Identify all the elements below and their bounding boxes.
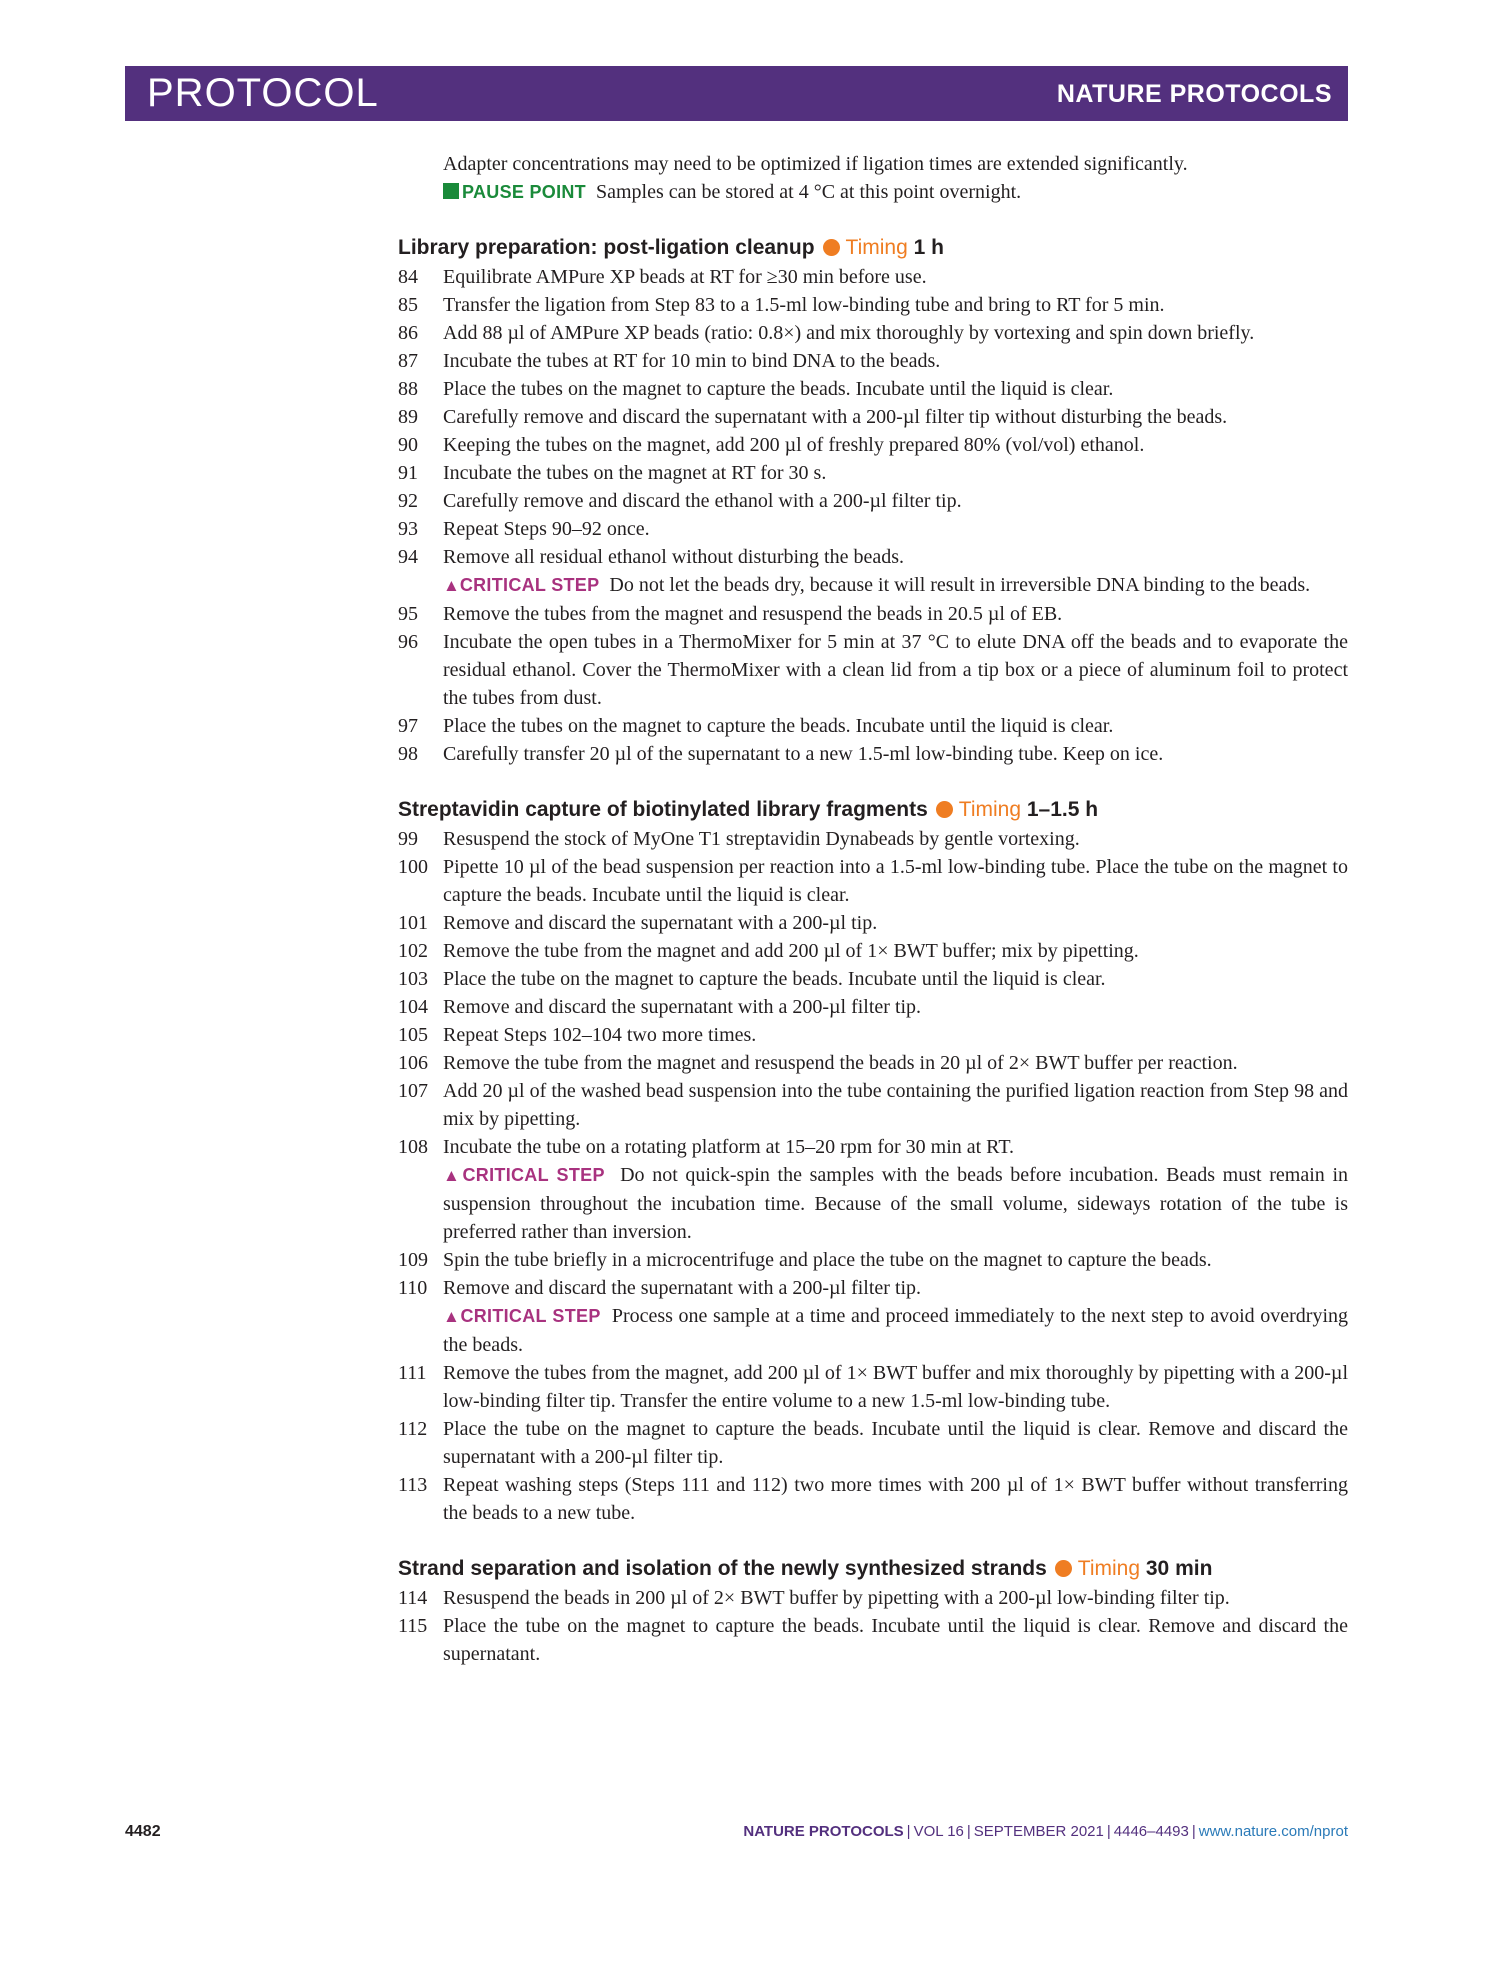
step-text: Place the tube on the magnet to capture the beads. Incubate until the liquid is clear. Remove and discard the supernatant.	[443, 1615, 1348, 1665]
pause-point-text: Samples can be stored at 4 °C at this point overnight.	[595, 181, 1022, 203]
protocol-step	[398, 403, 1348, 431]
protocol-step	[398, 1415, 1348, 1471]
timing-value: 30 min	[1145, 1557, 1213, 1580]
step-text: Repeat Steps 90–92 once.	[443, 518, 650, 540]
protocol-step	[398, 1021, 1348, 1049]
step-number: 102	[398, 940, 428, 962]
footer-date: SEPTEMBER 2021	[973, 1823, 1104, 1840]
timing-label: Timing	[1077, 1557, 1141, 1580]
footer-url-link[interactable]: www.nature.com/nprot	[1198, 1823, 1348, 1840]
timing-label: Timing	[958, 798, 1022, 821]
step-number: 97	[398, 715, 418, 737]
step-text: Transfer the ligation from Step 83 to a 1.5-ml low-binding tube and bring to RT for 5 min.	[443, 294, 1165, 316]
step-number: 89	[398, 406, 418, 428]
step-number: 91	[398, 462, 418, 484]
step-text: Incubate the tube on a rotating platform at 15–20 rpm for 30 min at RT.	[443, 1136, 1015, 1158]
protocol-step	[398, 375, 1348, 403]
step-number: 94	[398, 546, 418, 568]
step-number: 98	[398, 743, 418, 765]
protocol-step	[398, 1471, 1348, 1527]
intro-paragraph: Adapter concentrations may need to be optimized if ligation times are extended significantly.	[443, 153, 1188, 175]
step-number: 107	[398, 1080, 428, 1102]
protocol-step	[398, 543, 1348, 571]
critical-step-note	[398, 571, 1348, 600]
step-number: 109	[398, 1249, 428, 1271]
step-number: 110	[398, 1277, 428, 1299]
protocol-step	[398, 600, 1348, 628]
footer-journal: NATURE PROTOCOLS	[743, 1823, 904, 1840]
timing-label: Timing	[845, 236, 908, 259]
critical-step-text: Do not quick-spin the samples with the beads before incubation. Beads must remain in suspension throughout the incubation time. Because of the small volume, sideways rotation of the tube is preferred rather than inversion.	[443, 1164, 1348, 1243]
step-text: Carefully remove and discard the supernatant with a 200-µl filter tip without disturbing the beads.	[443, 406, 1228, 428]
step-number: 112	[398, 1418, 428, 1440]
protocol-step	[398, 993, 1348, 1021]
protocol-step	[398, 937, 1348, 965]
protocol-step	[398, 1133, 1348, 1161]
protocol-step	[398, 291, 1348, 319]
pause-point	[398, 178, 1348, 206]
step-text: Add 20 µl of the washed bead suspension into the tube containing the purified ligation reaction from Step 98 and mix by pipetting.	[443, 1080, 1348, 1130]
protocol-step	[398, 825, 1348, 853]
step-number: 114	[398, 1587, 428, 1609]
footer-citation	[743, 1823, 1348, 1840]
step-text: Pipette 10 µl of the bead suspension per reaction into a 1.5-ml low-binding tube. Place the tube on the magnet to capture the beads. Incubate until the liquid is clear.	[443, 856, 1348, 906]
step-number: 108	[398, 1136, 428, 1158]
step-text: Carefully remove and discard the ethanol with a 200-µl filter tip.	[443, 490, 962, 512]
pause-square-icon	[443, 183, 459, 199]
footer-separator: |	[1191, 1823, 1196, 1840]
section-title: Strand separation and isolation of the newly synthesized strands	[398, 1557, 1047, 1580]
step-number: 85	[398, 294, 418, 316]
step-text: Keeping the tubes on the magnet, add 200 µl of freshly prepared 80% (vol/vol) ethanol.	[443, 434, 1145, 456]
step-number: 100	[398, 856, 428, 878]
protocol-step	[398, 1359, 1348, 1415]
section-title: Streptavidin capture of biotinylated library fragments	[398, 798, 928, 821]
step-text: Carefully transfer 20 µl of the supernatant to a new 1.5-ml low-binding tube. Keep on ice.	[443, 743, 1164, 765]
step-text: Remove and discard the supernatant with a 200-µl filter tip.	[443, 1277, 922, 1299]
step-text: Remove the tubes from the magnet, add 200 µl of 1× BWT buffer and mix thoroughly by pipetting with a 200-µl low-binding filter tip. Transfer the entire volume to a new 1.5-ml low-binding tube.	[443, 1362, 1348, 1412]
step-number: 87	[398, 350, 418, 372]
protocol-step	[398, 740, 1348, 768]
step-text: Spin the tube briefly in a microcentrifuge and place the tube on the magnet to capture the beads.	[443, 1249, 1212, 1271]
warning-triangle-icon: ▲	[443, 1307, 461, 1326]
protocol-step	[398, 909, 1348, 937]
step-number: 113	[398, 1474, 428, 1496]
timing-dot-icon	[936, 801, 953, 818]
footer-volume: VOL 16	[913, 1823, 964, 1840]
protocol-step	[398, 487, 1348, 515]
page-number: 4482	[125, 1823, 161, 1840]
header-band	[125, 66, 1348, 121]
protocol-step	[398, 347, 1348, 375]
step-text: Remove and discard the supernatant with a 200-µl tip.	[443, 912, 878, 934]
step-text: Repeat Steps 102–104 two more times.	[443, 1024, 757, 1046]
step-number: 92	[398, 490, 418, 512]
step-text: Incubate the tubes on the magnet at RT for 30 s.	[443, 462, 827, 484]
article-body	[398, 150, 1348, 1668]
step-text: Remove the tube from the magnet and resuspend the beads in 20 µl of 2× BWT buffer per reaction.	[443, 1052, 1238, 1074]
timing-dot-icon	[823, 239, 840, 256]
step-text: Remove the tube from the magnet and add 200 µl of 1× BWT buffer; mix by pipetting.	[443, 940, 1139, 962]
timing-value: 1 h	[913, 236, 944, 259]
critical-step-label: CRITICAL STEP	[460, 1306, 601, 1326]
footer-separator: |	[1106, 1823, 1111, 1840]
step-number: 96	[398, 631, 418, 653]
step-text: Remove all residual ethanol without disturbing the beads.	[443, 546, 905, 568]
step-text: Equilibrate AMPure XP beads at RT for ≥30 min before use.	[443, 266, 927, 288]
step-text: Place the tube on the magnet to capture the beads. Incubate until the liquid is clear. Remove and discard the supernatant with a 200-µl filter tip.	[443, 1418, 1348, 1468]
step-number: 101	[398, 912, 428, 934]
critical-step-note	[398, 1161, 1348, 1246]
journal-label: NATURE PROTOCOLS	[1056, 80, 1332, 108]
protocol-step	[398, 1246, 1348, 1274]
step-number: 106	[398, 1052, 428, 1074]
protocol-step	[398, 853, 1348, 909]
step-number: 86	[398, 322, 418, 344]
step-text: Resuspend the beads in 200 µl of 2× BWT buffer by pipetting with a 200-µl low-binding filter tip.	[443, 1587, 1230, 1609]
step-number: 104	[398, 996, 428, 1018]
step-text: Add 88 µl of AMPure XP beads (ratio: 0.8×) and mix thoroughly by vortexing and spin down briefly.	[443, 322, 1255, 344]
protocol-step	[398, 459, 1348, 487]
section-title: Library preparation: post-ligation cleanup	[398, 236, 815, 259]
critical-step-label: CRITICAL STEP	[459, 575, 600, 595]
section-heading	[398, 234, 1348, 262]
step-number: 115	[398, 1615, 428, 1637]
step-text: Incubate the tubes at RT for 10 min to bind DNA to the beads.	[443, 350, 941, 372]
critical-step-text: Do not let the beads dry, because it will result in irreversible DNA binding to the beads.	[609, 574, 1311, 596]
step-number: 88	[398, 378, 418, 400]
protocol-step	[398, 1077, 1348, 1133]
protocol-step	[398, 1584, 1348, 1612]
section-label: PROTOCOL	[147, 71, 379, 115]
protocol-step	[398, 319, 1348, 347]
step-number: 111	[398, 1362, 427, 1384]
footer-separator: |	[906, 1823, 911, 1840]
protocol-step	[398, 1274, 1348, 1302]
step-text: Incubate the open tubes in a ThermoMixer for 5 min at 37 °C to elute DNA off the beads and to evaporate the residual ethanol. Cover the ThermoMixer with a clean lid from a tip box or a piece of aluminum foil to protect the tubes from dust.	[443, 631, 1348, 709]
step-text: Place the tubes on the magnet to capture the beads. Incubate until the liquid is clear.	[443, 378, 1114, 400]
critical-step-note	[398, 1302, 1348, 1359]
footer-separator: |	[966, 1823, 971, 1840]
step-number: 95	[398, 603, 418, 625]
section-heading	[398, 796, 1348, 824]
protocol-step	[398, 263, 1348, 291]
step-text: Repeat washing steps (Steps 111 and 112) two more times with 200 µl of 1× BWT buffer without transferring the beads to a new tube.	[443, 1474, 1348, 1524]
critical-step-text: Process one sample at a time and proceed immediately to the next step to avoid overdrying the beads.	[443, 1305, 1348, 1356]
protocol-step	[398, 1049, 1348, 1077]
step-text: Resuspend the stock of MyOne T1 streptavidin Dynabeads by gentle vortexing.	[443, 828, 1080, 850]
protocol-step	[398, 515, 1348, 543]
protocol-step	[398, 712, 1348, 740]
step-number: 105	[398, 1024, 428, 1046]
protocol-step	[398, 965, 1348, 993]
step-number: 103	[398, 968, 428, 990]
protocol-step	[398, 431, 1348, 459]
step-number: 90	[398, 434, 418, 456]
step-text: Place the tube on the magnet to capture the beads. Incubate until the liquid is clear.	[443, 968, 1106, 990]
warning-triangle-icon: ▲	[443, 576, 460, 595]
step-text: Remove the tubes from the magnet and resuspend the beads in 20.5 µl of EB.	[443, 603, 1063, 625]
step-number: 93	[398, 518, 418, 540]
protocol-step	[398, 1612, 1348, 1668]
footer-pages: 4446–4493	[1113, 1823, 1189, 1840]
pause-point-label: PAUSE POINT	[462, 182, 586, 202]
step-number: 84	[398, 266, 418, 288]
protocol-step	[398, 628, 1348, 712]
step-text: Remove and discard the supernatant with a 200-µl filter tip.	[443, 996, 922, 1018]
section-heading	[398, 1555, 1348, 1583]
critical-step-label: CRITICAL STEP	[462, 1165, 605, 1185]
warning-triangle-icon: ▲	[443, 1166, 463, 1185]
step-text: Place the tubes on the magnet to capture the beads. Incubate until the liquid is clear.	[443, 715, 1114, 737]
timing-value: 1–1.5 h	[1026, 798, 1099, 821]
step-number: 99	[398, 828, 418, 850]
timing-dot-icon	[1055, 1560, 1072, 1577]
